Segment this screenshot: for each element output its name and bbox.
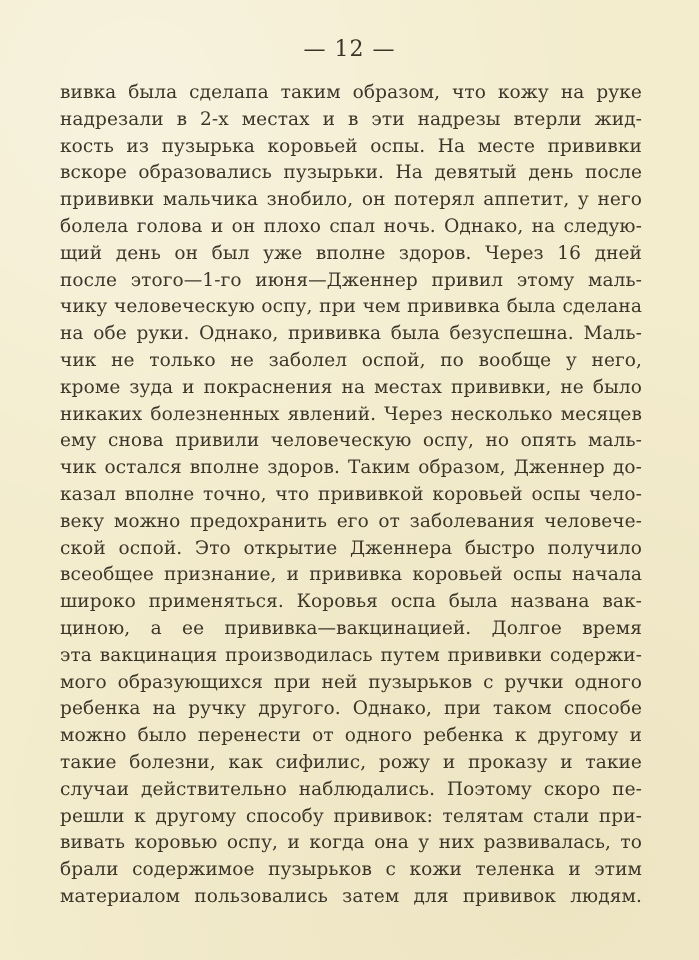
text-line: кроме зуда и покраснения на местах прививки, не было <box>60 376 642 398</box>
text-line: брали содержимое пузырьков с кожи теленка и этим <box>60 859 642 881</box>
text-line: прививки мальчика знобило, он потерял аппетит, у него <box>60 189 642 211</box>
text-line: ской оспой. Это открытие Дженнера быстро получило <box>60 537 642 559</box>
text-line: на обе руки. Однако, прививка была безуспешна. Маль- <box>60 323 642 345</box>
text-line: щий день он был уже вполне здоров. Через 16 дней <box>60 242 642 264</box>
page-number: — 12 — <box>303 37 396 62</box>
text-line: вскоре образовались пузырьки. На девятый день после <box>60 162 642 184</box>
text-line: кость из пузырька коровьей оспы. На месте прививки <box>60 135 642 157</box>
text-line: ребенка на ручку другого. Однако, при таком способе <box>60 698 642 720</box>
text-line: чику человеческую оспу, при чем прививка была сделана <box>60 296 642 318</box>
text-line: широко применяться. Коровья оспа была названа вак- <box>60 591 642 613</box>
text-line: надрезали в 2-х местах и в эти надрезы втерли жид- <box>60 108 642 130</box>
text-line: можно было перенести от одного ребенка к другому и <box>60 725 642 747</box>
text-line: после этого—1-го июня—Дженнер привил этому маль- <box>60 269 642 291</box>
text-line: мого образующихся при ней пузырьков с ручки одного <box>60 671 642 693</box>
text-line: циною, а ее прививка—вакцинацией. Долгое время <box>60 617 642 639</box>
text-line: болела голова и он плохо спал ночь. Однако, на следую- <box>60 215 642 237</box>
text-line: вивать коровью оспу, и когда она у них развивалась, то <box>60 832 642 854</box>
text-line: решли к другому способу прививок: телятам стали при- <box>60 805 642 827</box>
text-line: такие болезни, как сифилис, рожу и проказу и такие <box>60 751 642 773</box>
text-line: чик остался вполне здоров. Таким образом, Дженнер до- <box>60 457 642 479</box>
body-text <box>60 80 642 911</box>
text-line: чик не только не заболел оспой, по вообще у него, <box>60 349 642 371</box>
text-line: веку можно предохранить его от заболевания человече- <box>60 510 642 532</box>
text-line: никаких болезненных явлений. Через несколько месяцев <box>60 403 642 425</box>
text-line: казал вполне точно, что прививкой коровьей оспы чело- <box>60 483 642 505</box>
text-line: всеобщее признание, и прививка коровьей оспы начала <box>60 564 642 586</box>
text-line: эта вакцинация производилась путем прививки содержи- <box>60 644 642 666</box>
text-line: вивка была сделапа таким образом, что кожу на руке <box>60 82 642 103</box>
text-line: материалом пользовались затем для прививок людям. <box>60 885 642 907</box>
text-line: случаи действительно наблюдались. Поэтому скоро пе- <box>60 778 642 800</box>
text-line: ему снова привили человеческую оспу, но опять маль- <box>60 430 642 452</box>
